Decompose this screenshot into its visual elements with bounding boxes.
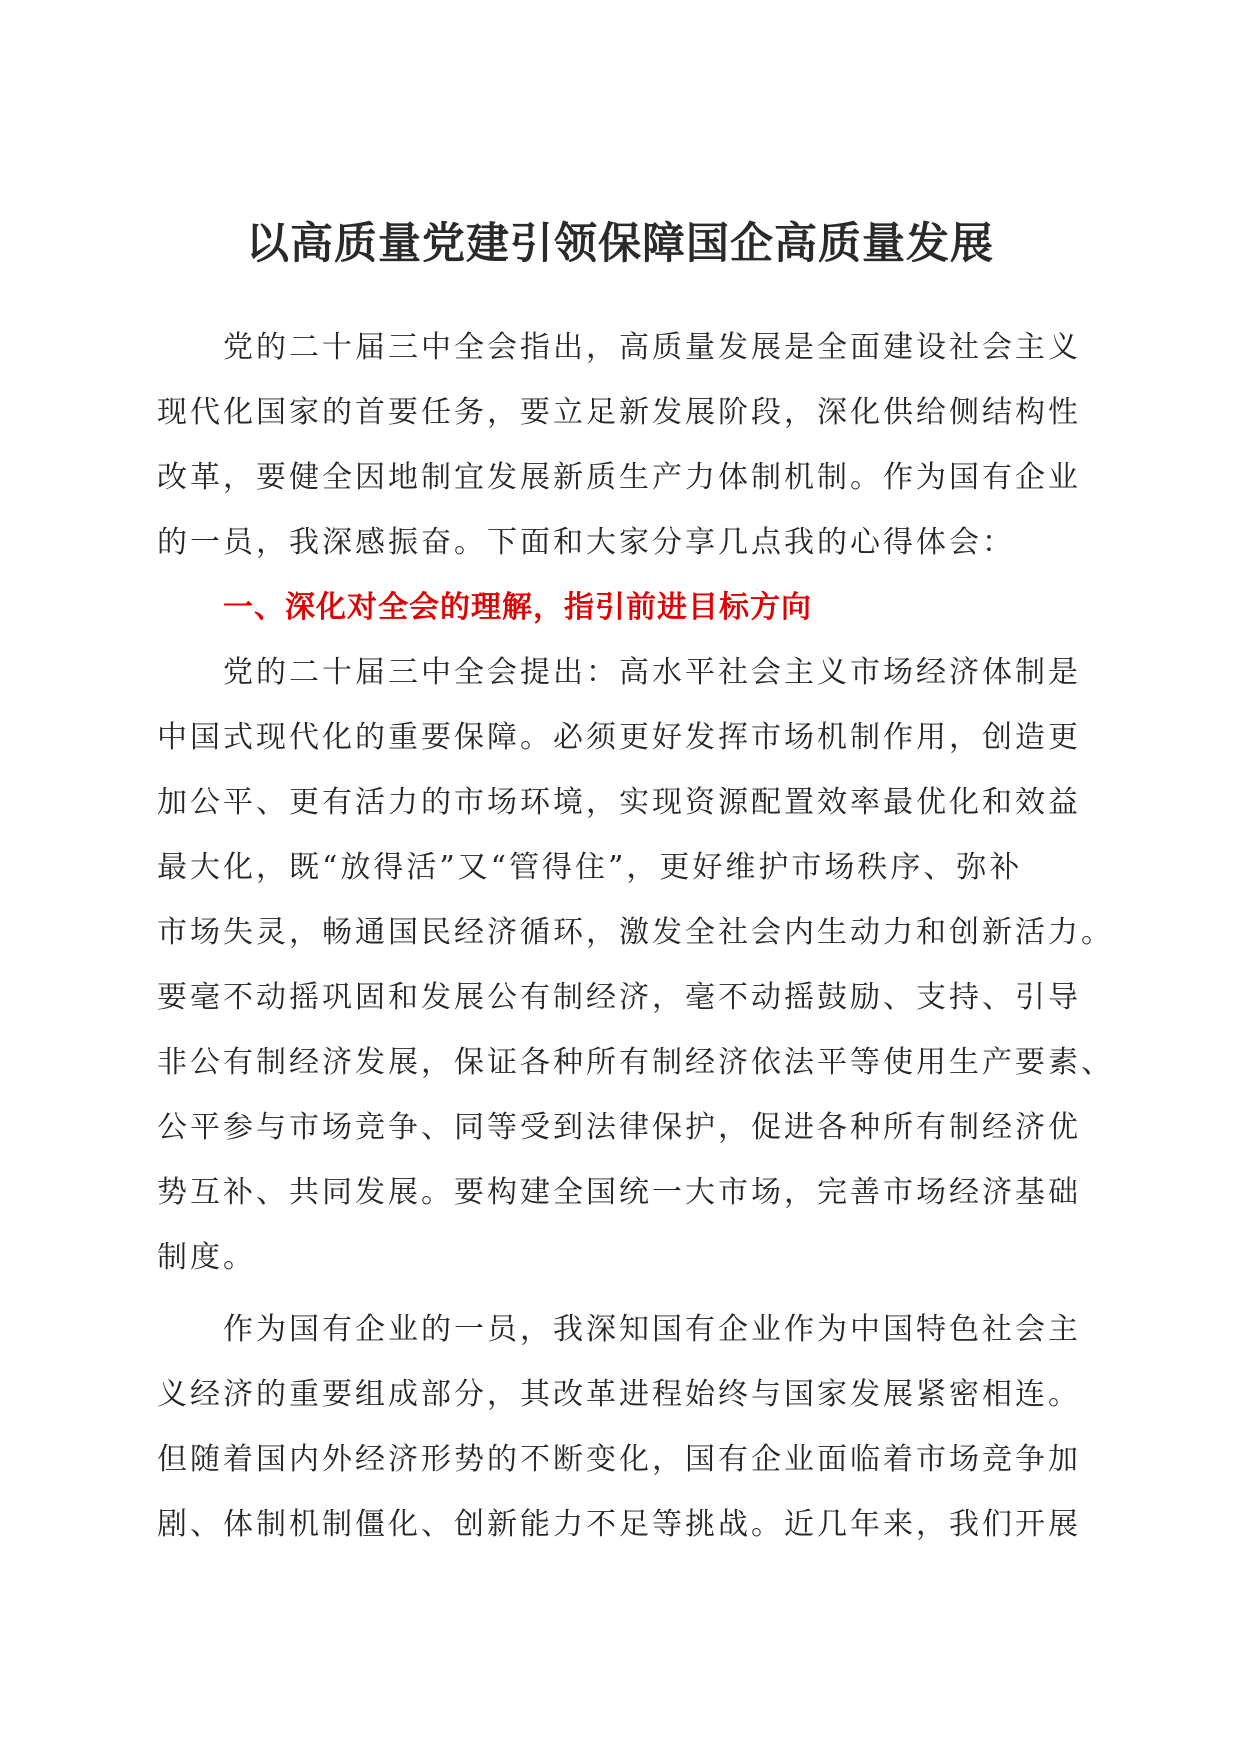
paragraph-line: 公平参与市场竞争、同等受到法律保护，促进各种所有制经济优 [157,1110,1081,1145]
paragraph-line: 现代化国家的首要任务，要立足新发展阶段，深化供给侧结构性 [157,395,1081,430]
paragraph-soe-reform [157,1297,1087,1557]
paragraph-line: 中国式现代化的重要保障。必须更好发挥市场机制作用，创造更 [157,720,1081,755]
paragraph-line: 党的二十届三中全会提出：高水平社会主义市场经济体制是 [223,655,1081,690]
paragraph-market-economy [157,640,1114,1290]
paragraph-line: 作为国有企业的一员，我深知国有企业作为中国特色社会主 [223,1312,1081,1347]
paragraph-line: 但随着国内外经济形势的不断变化，国有企业面临着市场竞争加 [157,1442,1081,1477]
paragraph-line: 改革，要健全因地制宜发展新质生产力体制机制。作为国有企业 [157,460,1081,495]
paragraph-line: 要毫不动摇巩固和发展公有制经济，毫不动摇鼓励、支持、引导 [157,980,1081,1015]
paragraph-line: 最大化，既“放得活”又“管得住”，更好维护市场秩序、弥补 [157,850,1023,885]
paragraph-spacer [157,1290,1087,1297]
paragraph-line: 剧、体制机制僵化、创新能力不足等挑战。近几年来，我们开展 [157,1507,1081,1542]
section-heading: 一、深化对全会的理解，指引前进目标方向 [223,590,812,625]
paragraph-intro [157,315,1087,575]
paragraph-line: 势互补、共同发展。要构建全国统一大市场，完善市场经济基础 [157,1175,1081,1210]
document-title: 以高质量党建引领保障国企高质量发展 [246,219,994,269]
paragraph-line: 制度。 [157,1240,256,1275]
paragraph-line: 义经济的重要组成部分，其改革进程始终与国家发展紧密相连。 [157,1377,1081,1412]
paragraph-line: 市场失灵，畅通国民经济循环，激发全社会内生动力和创新活力。 [157,915,1114,950]
paragraph-line: 党的二十届三中全会指出，高质量发展是全面建设社会主义 [223,330,1081,365]
paragraph-line: 的一员，我深感振奋。下面和大家分享几点我的心得体会： [157,525,1015,560]
document-body [157,315,1114,1557]
paragraph-line: 非公有制经济发展，保证各种所有制经济依法平等使用生产要素、 [157,1045,1114,1080]
paragraph-line: 加公平、更有活力的市场环境，实现资源配置效率最优化和效益 [157,785,1081,820]
